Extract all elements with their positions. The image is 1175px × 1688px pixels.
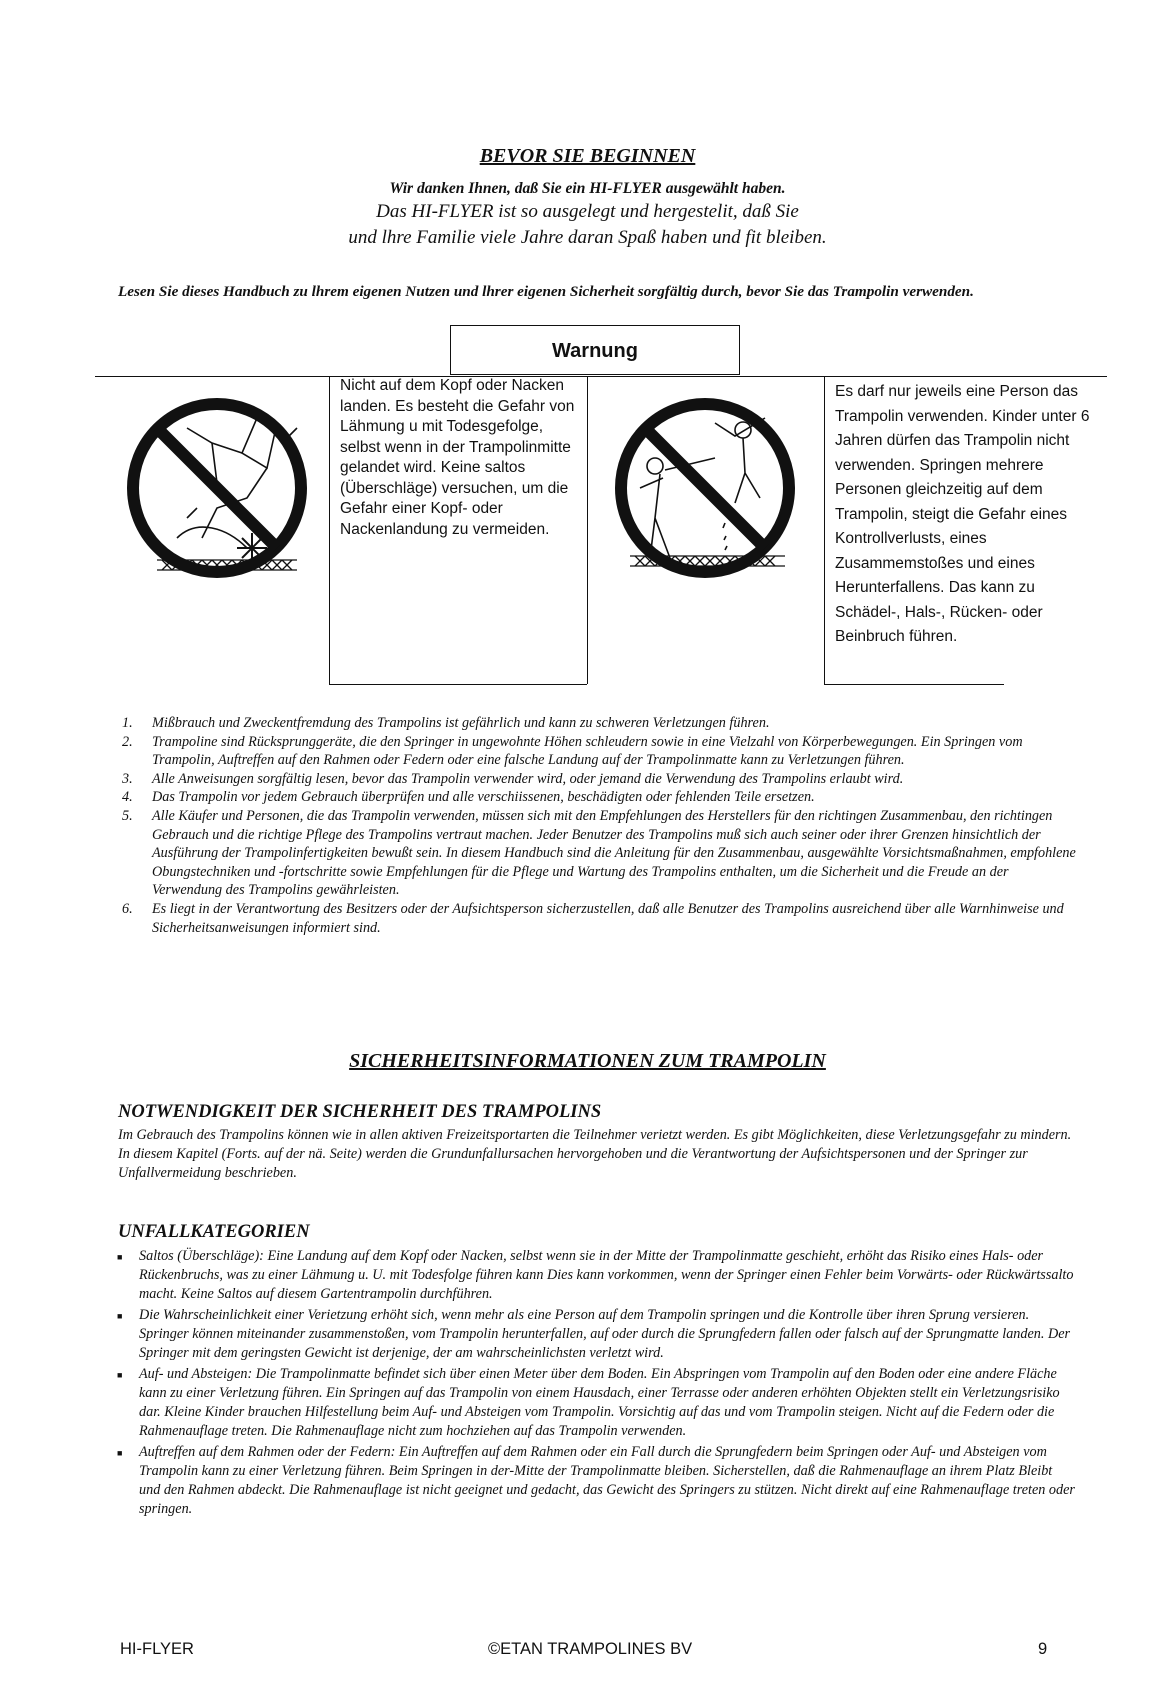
safety-subtitle-1: NOTWENDIGKEIT DER SICHERHEIT DES TRAMPOLINS — [118, 1102, 602, 1122]
list-item: ■ Die Wahrscheinlichkeit einer Verietzung erhöht sich, wenn mehr als eine Person auf dem Trampolin springen und die Kontrolle über ihren Sprung versieren. Springer können miteinander zusammenstoßen, vom Trampolin herunterfallen, auf oder durch die Sprungfedern fallen oder falsch auf der Sprungmatte landen. Der Springer mit dem geringsten Gewicht ist derjenige, der am wahrscheinlichsten verletzt wird. — [117, 1307, 1071, 1361]
list-item: ■ Saltos (Überschläge): Eine Landung auf dem Kopf oder Nacken, selbst wenn sie in der Mitte der Trampolinmatte geschieht, erhöht das Risiko eines Hals- oder Rückenbruchs, was zu einer Lähmung u. U. mit Todesfolge führen kann Dies kann vorkommen, wenn der Springer einen Fehler beim Vorwärts- oder Rückwärtssalto macht. Keine Saltos auf diesem Gartentrampolin durchführen. — [117, 1248, 1074, 1302]
no-multiple-jumpers-icon — [605, 388, 805, 588]
table-divider-1 — [329, 376, 330, 684]
warning-right-text: Es darf nur jeweils eine Person das Trampolin verwenden. Kinder unter 6 Jahren dürfen das Trampolin nicht verwenden. Springen mehrere Personen gleichzeitig auf dem Trampolin, steigt die Gefahr eines Kontrollverlusts, eines Zusammemstoßes und eines Herunterfallens. Das kann zu Schädel-, Hals-, Rücken- oder Beinbruch führen. — [835, 383, 1090, 645]
footer-copyright: ©ETAN TRAMPOLINES BV — [488, 1640, 693, 1658]
no-somersault-icon — [117, 388, 317, 588]
warning-table — [95, 376, 1115, 686]
safety-paragraph: Im Gebrauch des Trampolins können wie in allen aktiven Freizeitsportarten die Teilnehmer verietzt werden. Es gibt Möglichkeiten, diese Verletzungsgefahr zu mindern. In diesem Kapitel (Forts. auf der nä. Seite) werden die Grundunfallursachen hervorgehoben und die Verantwortung der Aufsichtspersonen und der Springer zur Unfallvermeidung beschrieben. — [118, 1127, 1072, 1181]
intro-line-1: Das HI-FLYER ist so ausgelegt und hergestelit, daß Sie — [376, 201, 799, 222]
safety-subtitle-2: UNFALLKATEGORIEN — [118, 1222, 310, 1242]
warning-header-box — [450, 325, 740, 375]
read-notice: Lesen Sie dieses Handbuch zu lhrem eigenen Nutzen und lhrer eigenen Sicherheit sorgfältig durch, bevor Sie das Trampolin verwenden. — [118, 283, 974, 300]
accident-list — [117, 1247, 1077, 1521]
table-top-border — [95, 376, 1107, 377]
list-item: 4. Das Trampolin vor jedem Gebrauch überprüfen und alle verschiissenen, beschädigten oder fehlenden Teile ersetzen. — [122, 789, 815, 806]
table-bottom-border-right — [824, 684, 1004, 685]
bullet-icon: ■ — [117, 1311, 123, 1321]
list-item: ■ Auf- und Absteigen: Die Trampolinmatte befindet sich über einen Meter über dem Boden. Ein Abspringen vom Trampolin auf den Boden oder eine andere Fläche kann zu einer Verletzung führen. Ein Springen auf das Trampolin von einem Hausdach, einer Terrasse oder anderen erhöhten Objekten stellt ein Verletzungsrisiko dar. Kleine Kinder brauchen Hilfestellung beim Auf- und Absteigen vom Trampolin. Vorsichtig auf das und vom Trampolin steigen. Nicht auf die Federn oder die Rahmenauflage treten. Die Rahmenauflage nicht zum hochziehen auf das Trampolin verwenden. — [117, 1366, 1060, 1439]
bullet-icon: ■ — [117, 1252, 123, 1262]
list-item: ■ Auftreffen auf dem Rahmen oder der Federn: Ein Auftreffen auf dem Rahmen oder ein Fall durch die Sprungfedern beim Springen oder Auf- und Absteigen vom Trampolin kann zu einer Verletzung führen. Beim Springen in der-Mitte der Trampolinmatte bleiben. Sicherstellen, daß die Rahmenauflage an ihrem Platz Bleibt und den Rahmen abdeckt. Die Rahmenauflage ist nicht geeignet und gedacht, das Gewicht des Springers zu stützen. Nicht direkt auf eine Rahmenauflage treten oder springen. — [117, 1444, 1075, 1517]
table-divider-2 — [587, 376, 588, 684]
list-item: 1. Mißbrauch und Zweckentfremdung des Trampolins ist gefährlich und kann zu schweren Verletzungen führen. — [122, 715, 770, 731]
bullet-icon: ■ — [117, 1370, 123, 1380]
bullet-icon: ■ — [117, 1448, 123, 1458]
list-item: 6. Es liegt in der Verantwortung des Besitzers oder der Aufsichtsperson sicherzustellen, daß alle Benutzer des Trampolins ausreichend über alle Warnhinweise und Sicherheitsanweisungen informiert sind. — [122, 900, 1064, 936]
safety-title: SICHERHEITSINFORMATIONEN ZUM TRAMPOLIN — [349, 1050, 826, 1072]
list-item: 2. Trampoline sind Rücksprunggeräte, die den Springer in ungewohnte Höhen schleudern sowie in eine Vielzahl von Körperbewegungen. Ein Springen vom Trampolin, Auftreffen auf den Rahmen oder Federn oder eine falsche Landung auf der Trampolinmatte kann zu Verletzungen führen. — [122, 733, 1023, 769]
list-item: 5. Alle Käufer und Personen, die das Trampolin verwenden, müssen sich mit den Empfehlungen des Herstellers für den richtingen Zusammenbau, den richtingen Gebrauch und die richtige Pflege des Trampolins vertraut machen. Jeder Benutzer des Trampolins muß sich auch seiner oder ihrer Grenzen hinsichtlich der Ausführung der Trampolinfertigkeiten bewußt sein. In diesem Handbuch sind die Anleitung für den Zusammenbau, ausgewählte Vorsichtsmaßnahmen, empfohlene Obungstechniken und -fortschritte sowie Empfehlungen für die Pflege und Wartung des Trampolins enthalten, um die Sicherheit und die Freude an der Verwendung des Trampolins gewährleisten. — [122, 807, 1076, 899]
table-divider-3 — [824, 376, 825, 684]
intro-line-2: und lhre Familie viele Jahre daran Spaß haben und fit bleiben. — [348, 227, 827, 248]
page-title: BEVOR SIE BEGINNEN — [479, 145, 696, 167]
page-number: 9 — [1038, 1640, 1048, 1658]
warning-left-text: Nicht auf dem Kopf oder Nacken landen. Es besteht die Gefahr von Lähmung u mit Todesgefolge, selbst wenn in der Trampolinmitte gelandet wird. Keine saltos (Überschläge) versuchen, um die Gefahr einer Kopf- oder Nackenlandung zu vermeiden. — [340, 377, 575, 538]
footer-brand: HI-FLYER — [120, 1640, 194, 1658]
warning-label: Warnung — [552, 340, 638, 362]
numbered-list — [122, 714, 1082, 937]
thanks-line: Wir danken Ihnen, daß Sie ein HI-FLYER ausgewählt haben. — [389, 180, 786, 197]
table-bottom-border — [329, 684, 587, 685]
list-item: 3. Alle Anweisungen sorgfältig lesen, bevor das Trampolin verwender wird, oder jemand die Verwendung des Trampolins erlaubt wird. — [122, 770, 904, 787]
